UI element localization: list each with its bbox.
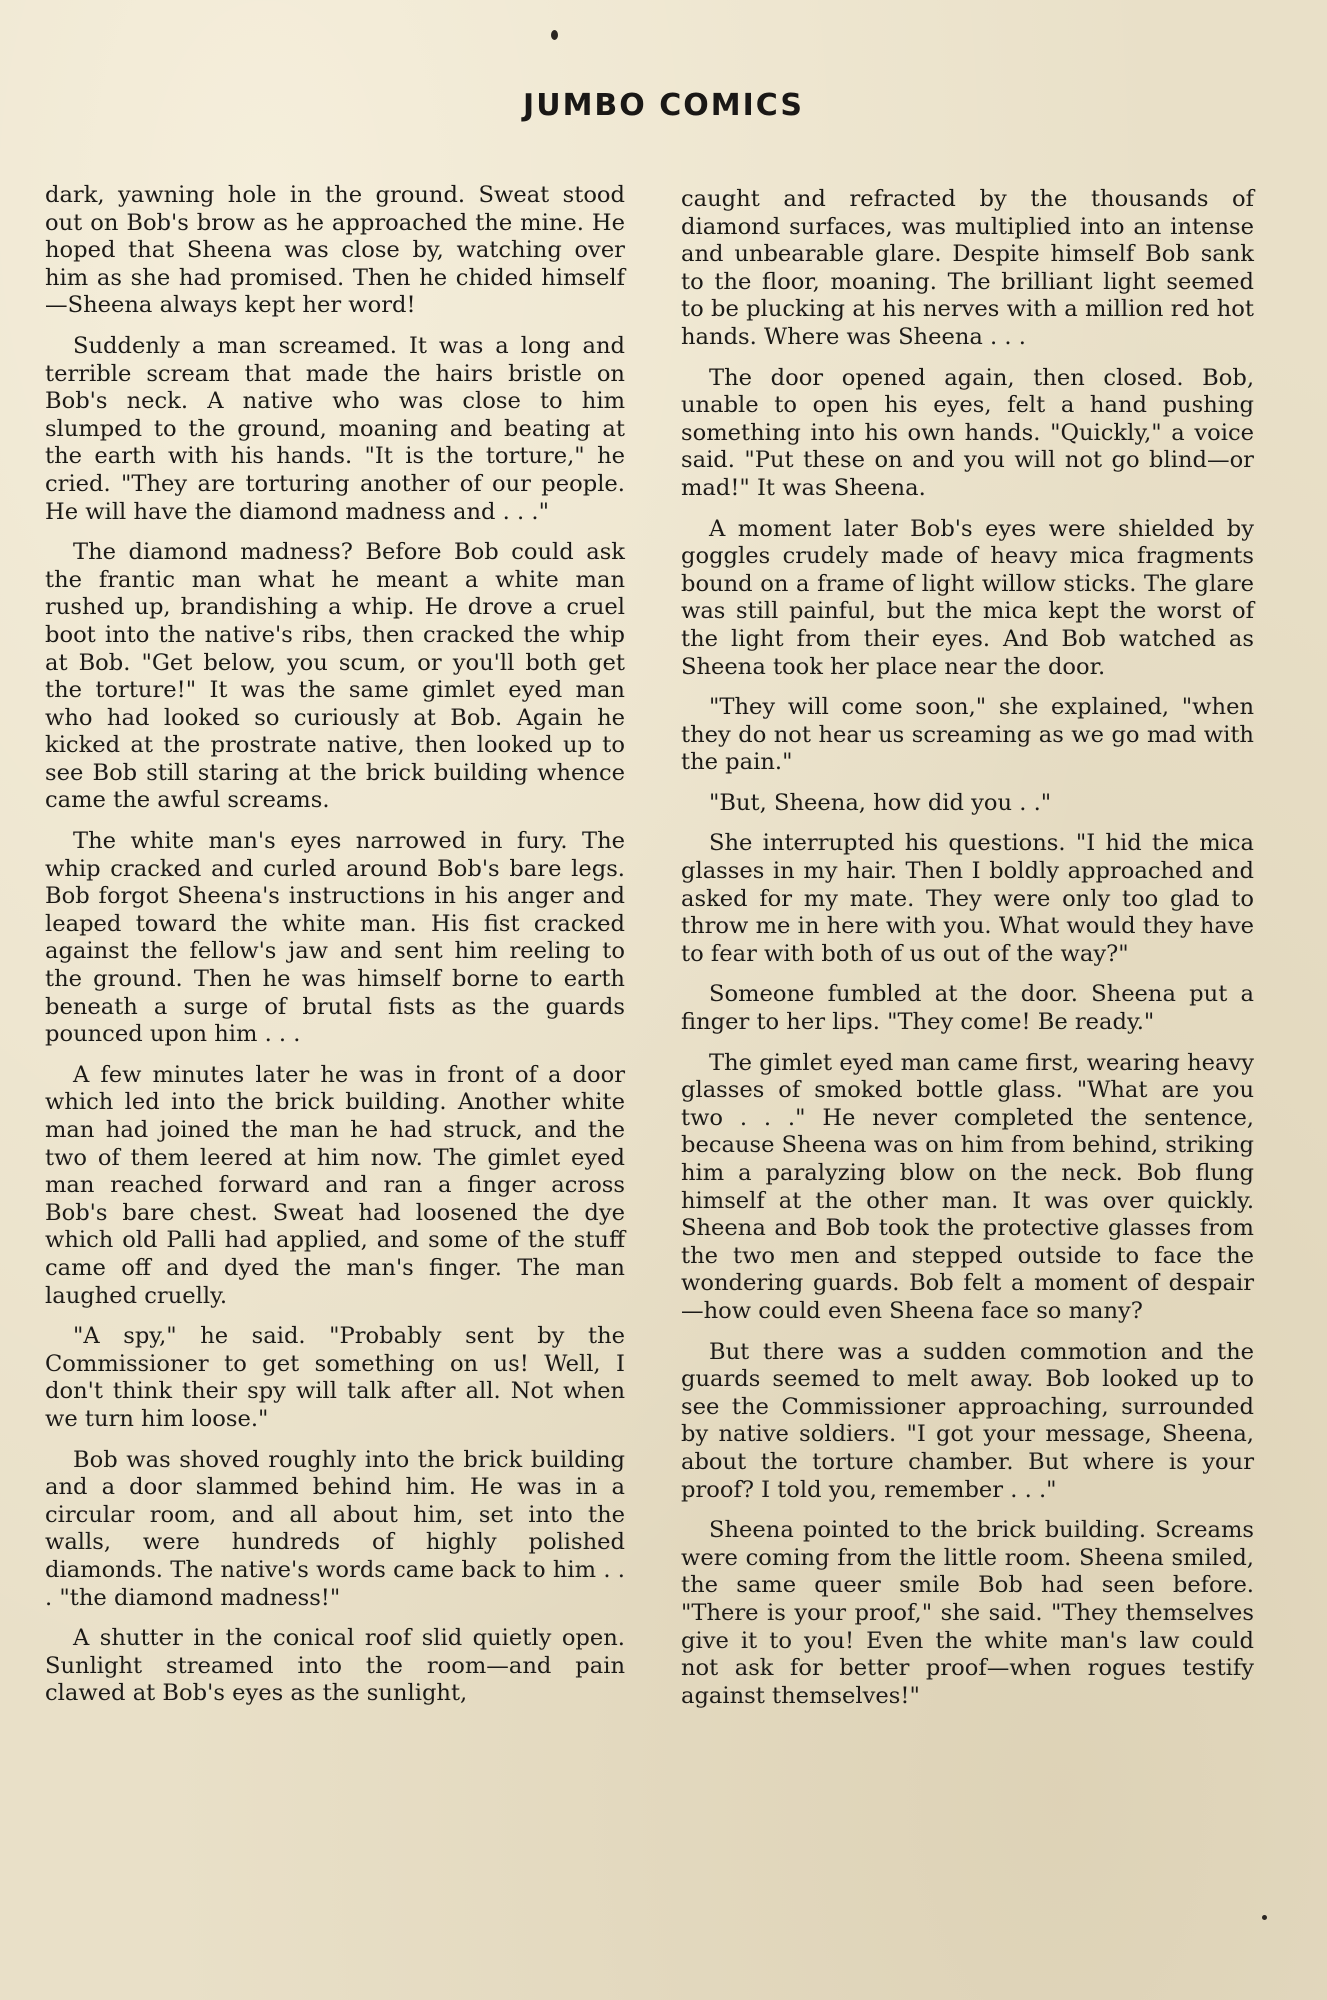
ink-speck <box>551 30 558 40</box>
paragraph: dark, yawning hole in the ground. Sweat stood out on Bob's brow as he approached the mine. He hoped that Sheena was close by, watching over him as she had promised. Then he chided himself—Sheena always kept her word! <box>45 182 625 319</box>
left-text-column <box>45 182 625 1721</box>
paragraph: Suddenly a man screamed. It was a long and terrible scream that made the hairs bristle on Bob's neck. A native who was close to him slumped to the ground, moaning and beating at the earth with his hands. "It is the torture," he cried. "They are torturing another of our people. He will have the diamond madness and . . ." <box>45 332 625 525</box>
paragraph: Bob was shoved roughly into the brick building and a door slammed behind him. He was in a circular room, and all about him, set into the walls, were hundreds of highly polished diamonds. The native's words came back to him . . . "the diamond madness!" <box>45 1446 625 1611</box>
paragraph: caught and refracted by the thousands of diamond surfaces, was multiplied into an intense and unbearable glare. Despite himself Bob sank to the floor, moaning. The brilliant light seemed to be plucking at his nerves with a million red hot hands. Where was Sheena . . . <box>681 186 1254 350</box>
paragraph: The white man's eyes narrowed in fury. The whip cracked and curled around Bob's bare legs. Bob forgot Sheena's instructions in his anger and leaped toward the white man. His fist cracked against the fellow's jaw and sent him reeling to the ground. Then he was himself borne to earth beneath a surge of brutal fists as the guards pounced upon him . . . <box>45 828 625 1048</box>
paragraph: A few minutes later he was in front of a door which led into the brick building. Another white man had joined the man he had struck, and the two of them leered at him now. The gimlet eyed man reached forward and ran a finger across Bob's bare chest. Sweat had loosened the dye which old Palli had applied, and some of the stuff came off and dyed the man's finger. The man laughed cruelly. <box>45 1061 625 1309</box>
paragraph: "A spy," he said. "Probably sent by the Commissioner to get something on us! Well, I don't think their spy will talk after all. Not when we turn him loose." <box>45 1323 625 1432</box>
paragraph: Sheena pointed to the brick building. Screams were coming from the little room. Sheena smiled, the same queer smile Bob had seen before. "There is your proof," she said. "They themselves give it to you! Even the white man's law could not ask for better proof—when rogues testify against themselves!" <box>681 1517 1254 1709</box>
right-text-column <box>681 186 1254 1723</box>
paragraph: "But, Sheena, how did you . ." <box>709 789 1052 816</box>
paragraph: The door opened again, then closed. Bob, unable to open his eyes, felt a hand pushing something into his own hands. "Quickly," a voice said. "Put these on and you will not go blind—or mad!" It was Sheena. <box>681 364 1254 501</box>
paragraph: She interrupted his questions. "I hid the mica glasses in my hair. Then I boldly approached and asked for my mate. They were only too glad to throw me in here with you. What would they have to fear with both of us out of the way?" <box>681 830 1254 967</box>
paragraph: A moment later Bob's eyes were shielded by goggles crudely made of heavy mica fragments bound on a frame of light willow sticks. The glare was still painful, but the mica kept the worst of the light from their eyes. And Bob watched as Sheena took her place near the door. <box>681 515 1254 680</box>
paragraph: Someone fumbled at the door. Sheena put a finger to her lips. "They come! Be ready." <box>681 981 1254 1036</box>
paragraph: A shutter in the conical roof slid quietly open. Sunlight streamed into the room—and pain clawed at Bob's eyes as the sunlight, <box>45 1625 625 1707</box>
paragraph: The gimlet eyed man came first, wearing heavy glasses of smoked bottle glass. "What are you two . . ." He never completed the sentence, because Sheena was on him from behind, striking him a paralyzing blow on the neck. Bob flung himself at the other man. It was over quickly. Sheena and Bob took the protective glasses from the two men and stepped outside to face the wondering guards. Bob felt a moment of despair—how could even Sheena face so many? <box>681 1049 1254 1324</box>
page-header: JUMBO COMICS <box>523 88 804 123</box>
ink-speck <box>1262 1915 1267 1920</box>
paragraph: But there was a sudden commotion and the guards seemed to melt away. Bob looked up to see the Commissioner approaching, surrounded by native soldiers. "I got your message, Sheena, about the torture chamber. But where is your proof? I told you, remember . . ." <box>681 1338 1254 1503</box>
paragraph: The diamond madness? Before Bob could ask the frantic man what he meant a white man rushed up, brandishing a whip. He drove a cruel boot into the native's ribs, then cracked the whip at Bob. "Get below, you scum, or you'll both get the torture!" It was the same gimlet eyed man who had looked so curiously at Bob. Again he kicked at the prostrate native, then looked up to see Bob still staring at the brick building whence came the awful screams. <box>45 539 625 814</box>
paragraph: "They will come soon," she explained, "when they do not hear us screaming as we go mad with the pain." <box>681 694 1254 776</box>
